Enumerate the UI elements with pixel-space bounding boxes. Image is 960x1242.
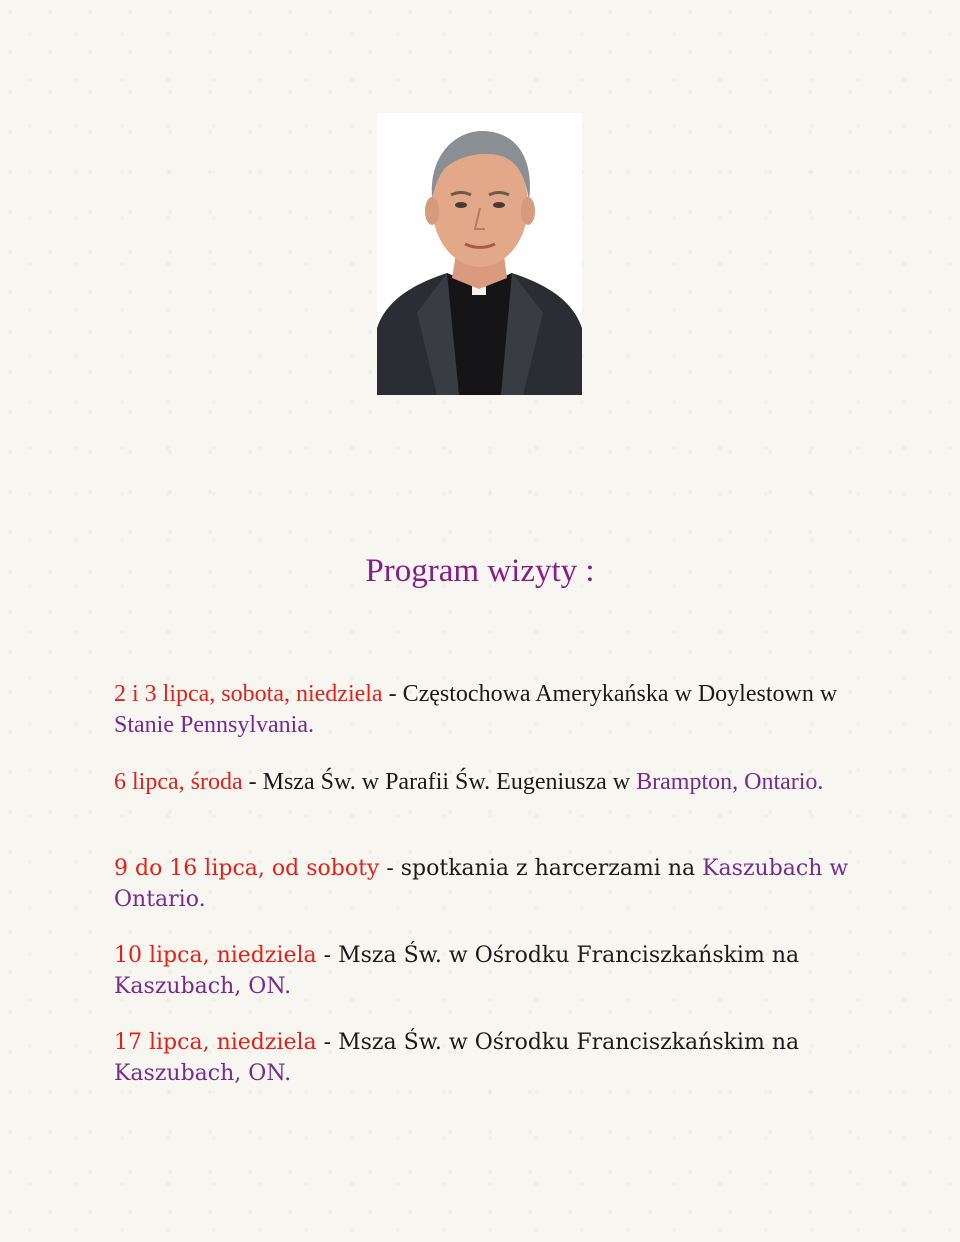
entry-place: Stanie Pennsylvania. <box>114 712 314 738</box>
portrait-photo <box>377 113 582 395</box>
entry-place: Kaszubach w Ontario. <box>114 856 849 912</box>
entry-place: Kaszubach, ON. <box>114 1061 292 1086</box>
schedule-entry-5 <box>114 1027 854 1089</box>
schedule-entry-2 <box>114 767 854 798</box>
entry-date: 6 lipca, środa <box>114 769 243 795</box>
entry-description: Częstochowa Amerykańska w Doylestown w <box>402 681 838 707</box>
entry-separator: - <box>242 769 263 795</box>
entry-description: Msza Św. w Ośrodku Franciszkańskim na <box>338 1030 800 1055</box>
entry-separator: - <box>379 856 401 881</box>
entry-separator: - <box>316 943 339 968</box>
entry-place: Kaszubach, ON. <box>114 974 292 999</box>
entry-separator: - <box>382 681 403 707</box>
entry-date: 9 do 16 lipca, od soboty <box>114 856 380 881</box>
page-title: Program wizyty : <box>365 553 595 589</box>
entry-date: 17 lipca, niedziela <box>114 1030 317 1055</box>
entry-date: 2 i 3 lipca, sobota, niedziela <box>114 681 383 707</box>
entry-description: Msza Św. w Parafii Św. Eugeniusza w <box>262 769 637 795</box>
schedule-entry-4 <box>114 940 854 1002</box>
entry-place: Brampton, Ontario. <box>636 769 824 795</box>
entry-separator: - <box>316 1030 339 1055</box>
schedule-entry-3 <box>114 853 854 915</box>
schedule-entry-1 <box>114 679 854 741</box>
entry-description: spotkania z harcerzami na <box>400 856 703 881</box>
entry-date: 10 lipca, niedziela <box>114 943 317 968</box>
entry-description: Msza Św. w Ośrodku Franciszkańskim na <box>338 943 800 968</box>
